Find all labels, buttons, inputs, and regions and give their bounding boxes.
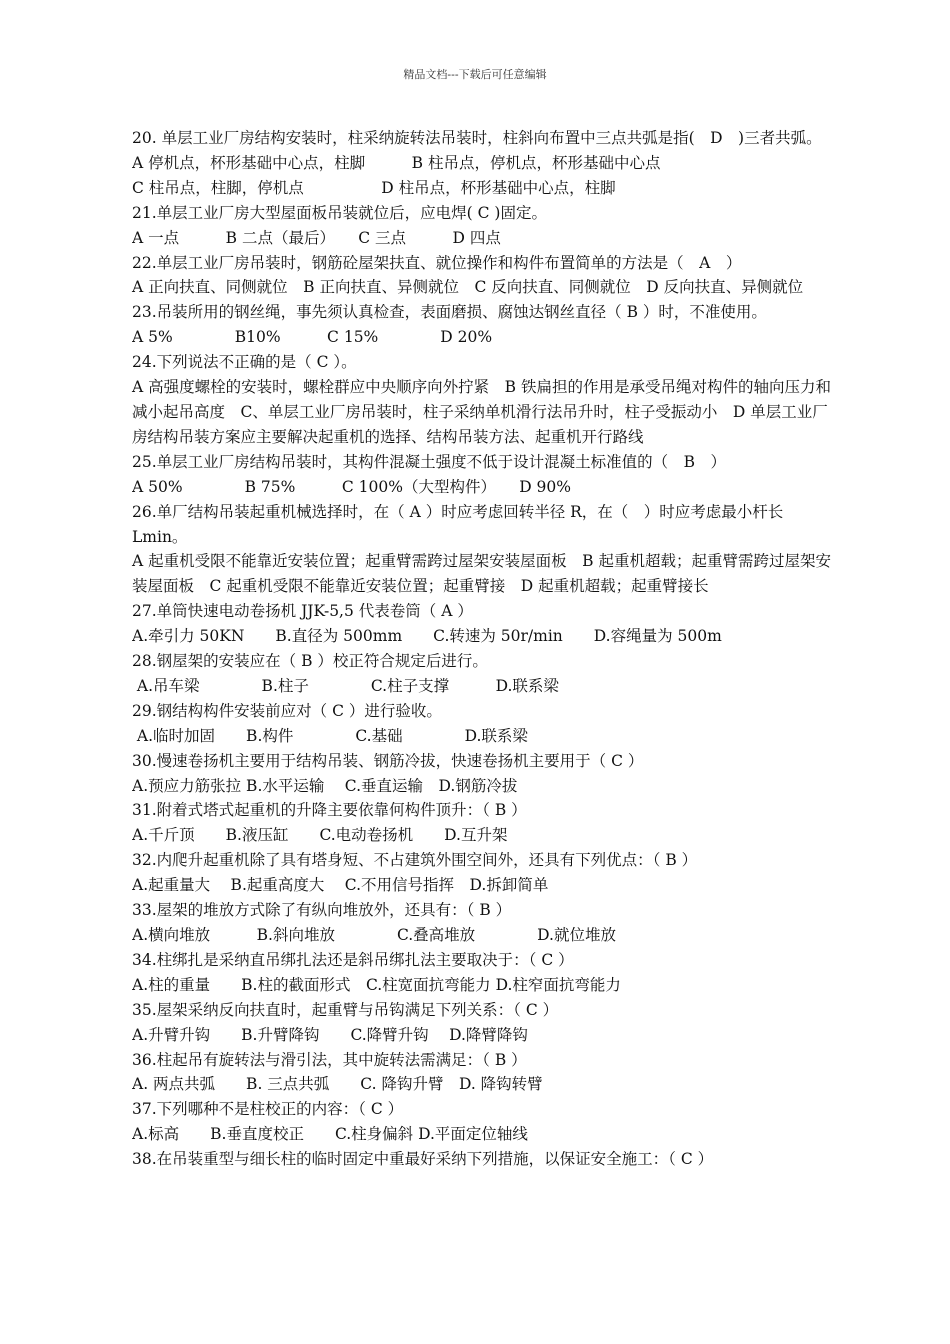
text-line: A.标高 B.垂直度校正 C.柱身偏斜 D.平面定位轴线 <box>132 1125 528 1144</box>
text-line: 22.单层工业厂房吊装时，钢筋砼屋架扶直、就位操作和构件布置简单的方法是（ A ） <box>132 253 742 272</box>
text-line: A 高强度螺栓的安装时，螺栓群应中央顺序向外拧紧 B 铁扁担的作用是承受吊绳对构件的轴向压力和减小起吊高度 C、单层工业厂房吊装时，柱子采纳单机滑行法吊升时，柱子受振动小 D 单层工业厂房结构吊装方案应主要解决起重机的选择、结构吊装方法、起重机开行路线 <box>132 378 831 446</box>
text-line: A.吊车梁 B.柱子 C.柱子支撑 D.联系梁 <box>132 676 559 695</box>
text-line: A 5% B10% C 15% D 20% <box>132 328 493 347</box>
text-line: 29.钢结构构件安装前应对（ C ）进行验收。 <box>132 701 442 720</box>
text-line: A 起重机受限不能靠近安装位置；起重臂需跨过屋架安装屋面板 B 起重机超载；起重臂需跨过屋架安装屋面板 C 起重机受限不能靠近安装位置；起重臂接 D 起重机超载；起重臂接长 <box>132 552 831 596</box>
document-body <box>132 126 838 1172</box>
text-line: A 50% B 75% C 100%（大型构件） D 90% <box>132 477 571 496</box>
text-line: A.起重量大 B.起重高度大 C.不用信号指挥 D.拆卸简单 <box>132 876 549 895</box>
text-line: A.临时加固 B.构件 C.基础 D.联系梁 <box>132 726 528 745</box>
text-line: A 正向扶直、同侧就位 B 正向扶直、异侧就位 C 反向扶直、同侧就位 D 反向扶直、异侧就位 <box>132 278 804 297</box>
text-line: 35.屋架采纳反向扶直时，起重臂与吊钩满足下列关系：（ C ） <box>132 1000 559 1019</box>
text-line: A. 两点共弧 B. 三点共弧 C. 降钩升臂 D. 降钩转臂 <box>132 1075 543 1094</box>
text-line: 30.慢速卷扬机主要用于结构吊装、钢筋冷拔，快速卷扬机主要用于（ C ） <box>132 751 644 770</box>
text-line: 26.单厂结构吊装起重机械选择时，在（ A ）时应考虑回转半径 R，在（ ）时应考虑最小杆长 Lmin。 <box>132 502 784 546</box>
text-line: 25.单层工业厂房结构吊装时，其构件混凝土强度不低于设计混凝土标准值的（ B ） <box>132 452 727 471</box>
text-line: A.预应力筋张拉 B.水平运输 C.垂直运输 D.钢筋冷拔 <box>132 776 518 795</box>
text-line: A.升臂升钩 B.升臂降钩 C.降臂升钩 D.降臂降钩 <box>132 1025 528 1044</box>
text-line: 38.在吊装重型与细长柱的临时固定中重最好采纳下列措施，以保证安全施工：（ C ） <box>132 1150 714 1169</box>
text-line: 24.下列说法不正确的是（ C ）。 <box>132 353 357 372</box>
text-line: 33.屋架的堆放方式除了有纵向堆放外，还具有：（ B ） <box>132 901 512 920</box>
text-line: A 停机点，杯形基础中心点，柱脚 B 柱吊点，停机点，杯形基础中心点 <box>132 153 661 172</box>
text-line: 27.单筒快速电动卷扬机 JJK-5,5 代表卷筒（ A ） <box>132 602 473 621</box>
page-header: 精品文档---下载后可任意编辑 <box>403 68 547 81</box>
text-line: 20. 单层工业厂房结构安装时，柱采纳旋转法吊装时，柱斜向布置中三点共弧是指( D )三者共弧。 <box>132 129 822 147</box>
text-line: 23.吊装所用的钢丝绳，事先须认真检查，表面磨损、腐蚀达钢丝直径（ B ）时，不准使用。 <box>132 303 767 322</box>
text-line: 21.单层工业厂房大型屋面板吊装就位后，应电焊( C )固定。 <box>132 203 547 222</box>
text-line: A.横向堆放 B.斜向堆放 C.叠高堆放 D.就位堆放 <box>132 926 616 944</box>
text-line: 28.钢屋架的安装应在（ B ）校正符合规定后进行。 <box>132 652 488 671</box>
text-line: 37.下列哪种不是柱校正的内容：（ C ） <box>132 1100 404 1119</box>
text-line: C 柱吊点，柱脚，停机点 D 柱吊点，杯形基础中心点，柱脚 <box>132 178 616 197</box>
text-line: A.柱的重量 B.柱的截面形式 C.柱宽面抗弯能力 D.柱窄面抗弯能力 <box>132 975 621 994</box>
text-line: A.千斤顶 B.液压缸 C.电动卷扬机 D.互升架 <box>132 826 508 845</box>
text-line: 32.内爬升起重机除了具有塔身短、不占建筑外围空间外，还具有下列优点：（ B ） <box>132 851 698 870</box>
text-line: 34.柱绑扎是采纳直吊绑扎法还是斜吊绑扎法主要取决于：（ C ） <box>132 950 574 969</box>
text-line: A.牵引力 50KN B.直径为 500mm C.转速为 50r/min D.容绳量为 500m <box>132 627 722 646</box>
text-line: 31.附着式塔式起重机的升降主要依靠何构件顶升：（ B ） <box>132 801 527 820</box>
text-line: 36.柱起吊有旋转法与滑引法，其中旋转法需满足：（ B ） <box>132 1050 527 1069</box>
text-line: A 一点 B 二点（最后） C 三点 D 四点 <box>132 228 501 247</box>
